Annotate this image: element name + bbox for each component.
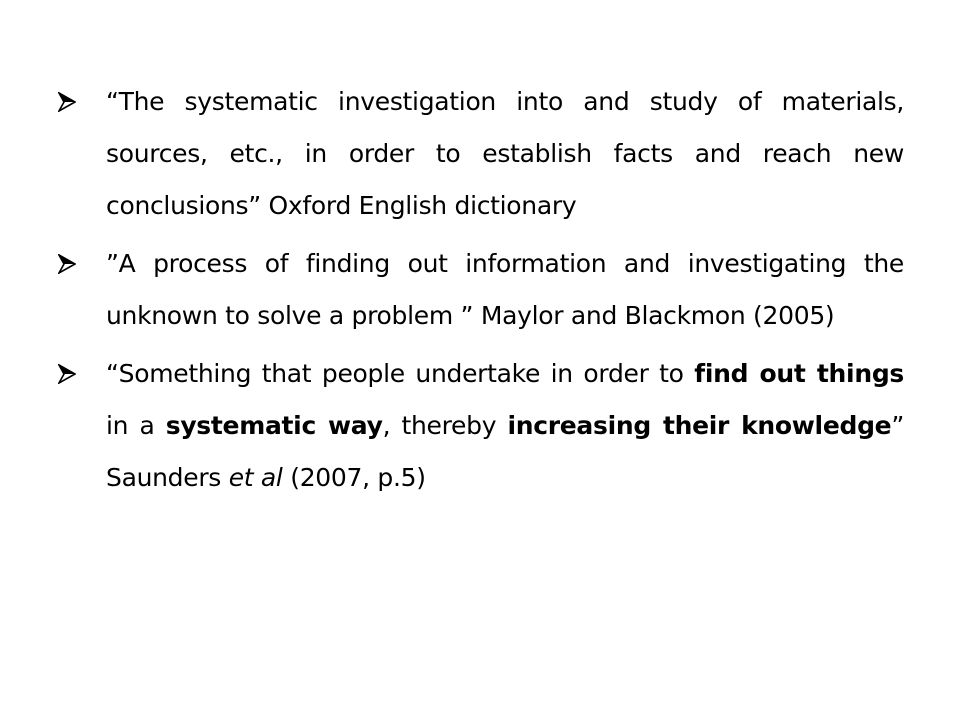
bullet-text xyxy=(106,76,904,232)
arrowhead-bullet-icon xyxy=(58,76,106,128)
emphasis-text: increasing their knowledge xyxy=(507,411,892,440)
text-segment: “Something that people undertake in order to xyxy=(106,359,695,388)
arrowhead-bullet-icon xyxy=(58,238,106,290)
bullet-text xyxy=(106,348,904,504)
text-segment: ”A process of finding out information and investigating the unknown to solve a problem ” Maylor and Blackmon (2005) xyxy=(106,249,904,330)
text-segment: ” Saunders xyxy=(106,411,904,492)
bullet-item xyxy=(58,76,904,232)
text-segment: in a xyxy=(106,411,166,440)
bullet-item xyxy=(58,238,904,342)
bullet-item xyxy=(58,348,904,504)
text-segment: “The systematic investigation into and study of materials, sources, etc., in order to establish facts and reach new conclusions” Oxford English dictionary xyxy=(106,87,904,220)
definition-bullet-list xyxy=(58,76,904,510)
emphasis-text: systematic way xyxy=(165,411,383,440)
bullet-text xyxy=(106,238,904,342)
text-segment: , thereby xyxy=(382,411,508,440)
text-segment: (2007, p.5) xyxy=(282,463,426,492)
emphasis-text: find out things xyxy=(694,359,904,388)
arrowhead-bullet-icon xyxy=(58,348,106,400)
italic-text: et al xyxy=(228,463,283,492)
